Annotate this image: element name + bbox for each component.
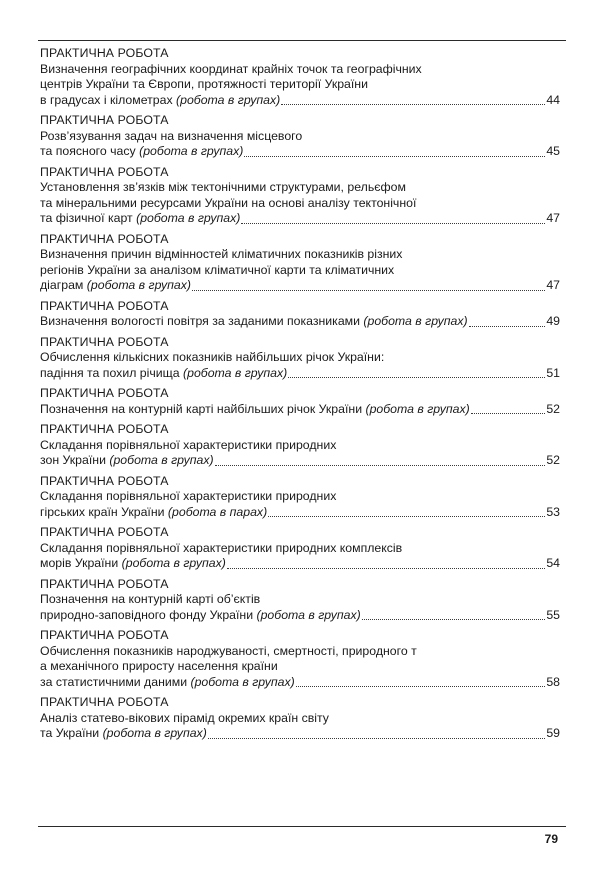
entry-title-line: Складання порівняльної характеристики природних	[40, 489, 337, 503]
dot-leader	[244, 156, 545, 157]
toc-entry	[40, 113, 560, 160]
entry-title-line: Обчислення кількісних показників найбільших річок України:	[40, 350, 385, 364]
entry-title-line-last	[40, 211, 560, 227]
entry-page-number: 47	[546, 211, 560, 225]
dot-leader	[471, 413, 546, 414]
toc-entry	[40, 525, 560, 572]
entry-title-line-last	[40, 726, 560, 742]
entry-title-line: Позначення на контурній карті об’єктів	[40, 592, 261, 606]
entry-title-line: Складання порівняльної характеристики природних	[40, 437, 337, 452]
entry-work-type: (робота в групах)	[86, 278, 192, 292]
toc-entry	[40, 474, 560, 521]
toc-entry	[40, 628, 560, 690]
toc-entry	[40, 422, 560, 469]
entry-heading: ПРАКТИЧНА РОБОТА	[40, 298, 169, 313]
entry-heading: ПРАКТИЧНА РОБОТА	[40, 46, 169, 60]
entry-page-number: 52	[546, 453, 560, 467]
entry-title-tail	[40, 556, 226, 572]
toc-entry	[40, 695, 560, 742]
toc-entry	[40, 299, 560, 330]
entry-title-line-last	[40, 453, 560, 469]
entry-heading: ПРАКТИЧНА РОБОТА	[40, 473, 169, 488]
entry-title-text: та поясного часу	[40, 144, 136, 158]
entry-title-line-last	[40, 402, 560, 418]
entry-page-number: 59	[546, 726, 560, 740]
entry-title-line: Визначення причин відмінностей кліматичних показників різних	[40, 247, 403, 261]
entry-title-line-last	[40, 608, 560, 624]
entry-title-tail	[40, 505, 267, 521]
dot-leader	[296, 686, 546, 687]
entry-title-tail	[40, 278, 191, 294]
entry-title-text: падіння та похил річища	[40, 365, 180, 380]
entry-title-text: морів України	[40, 556, 119, 570]
dot-leader	[241, 223, 545, 224]
entry-page-number: 45	[546, 144, 560, 158]
entry-title-line-last	[40, 556, 560, 572]
table-of-contents	[40, 46, 560, 747]
entry-title-line: Складання порівняльної характеристики природних комплексів	[40, 540, 403, 555]
entry-page-number: 55	[546, 607, 560, 622]
dot-leader	[281, 104, 545, 105]
entry-title-text: в градусах і кілометрах	[40, 92, 173, 107]
entry-page-number: 58	[546, 674, 560, 689]
entry-title-line: та мінеральними ресурсами України на основі аналізу тектонічної	[40, 195, 417, 210]
entry-title-text: діаграм	[40, 278, 84, 292]
dot-leader	[268, 516, 545, 517]
bottom-divider	[38, 826, 566, 827]
top-divider	[38, 40, 566, 41]
entry-heading: ПРАКТИЧНА РОБОТА	[40, 113, 169, 127]
entry-page-number: 52	[546, 401, 560, 416]
entry-title-line-last	[40, 278, 560, 294]
entry-title-line-last	[40, 366, 560, 382]
entry-title-tail	[40, 402, 470, 418]
entry-title-text: зон України	[40, 453, 106, 467]
entry-title-tail	[40, 93, 280, 109]
entry-work-type: (робота в групах)	[102, 726, 207, 740]
entry-title-line: Визначення географічних координат крайніх точок та географічних	[40, 61, 422, 76]
entry-heading: ПРАКТИЧНА РОБОТА	[40, 164, 169, 179]
entry-work-type: (робота в парах)	[167, 504, 268, 519]
entry-title-line-last	[40, 93, 560, 109]
entry-work-type: (робота в групах)	[183, 365, 288, 380]
entry-work-type: (робота в групах)	[109, 453, 214, 467]
entry-heading: ПРАКТИЧНА РОБОТА	[40, 576, 169, 591]
dot-leader	[362, 619, 546, 620]
dot-leader	[227, 568, 545, 569]
entry-title-line: регіонів України за аналізом кліматичної карти та кліматичних	[40, 262, 395, 277]
entry-heading: ПРАКТИЧНА РОБОТА	[40, 525, 169, 539]
dot-leader	[288, 377, 545, 378]
entry-title-line: Установлення зв’язків між тектонічними структурами, рельєфом	[40, 180, 406, 194]
entry-page-number: 51	[546, 365, 560, 380]
entry-title-text: гірських країн України	[40, 504, 165, 519]
toc-entry	[40, 577, 560, 624]
entry-title-line-last	[40, 144, 560, 160]
entry-heading: ПРАКТИЧНА РОБОТА	[40, 231, 169, 246]
entry-page-number: 49	[546, 314, 560, 328]
dot-leader	[208, 738, 546, 739]
dot-leader	[469, 326, 546, 327]
entry-title-tail	[40, 366, 287, 382]
entry-title-line-last	[40, 314, 560, 330]
entry-page-number: 54	[546, 556, 560, 570]
entry-work-type: (робота в групах)	[176, 92, 281, 107]
entry-title-line: Розв’язування задач на визначення місцевого	[40, 128, 303, 143]
entry-heading: ПРАКТИЧНА РОБОТА	[40, 334, 169, 349]
entry-work-type: (робота в групах)	[365, 401, 470, 416]
entry-title-line: Обчислення показників народжуваності, смертності, природного т	[40, 643, 417, 658]
entry-title-text: природно-заповідного фонду України	[40, 607, 254, 622]
entry-title-tail	[40, 211, 240, 227]
entry-work-type: (робота в групах)	[136, 211, 241, 225]
entry-title-tail	[40, 144, 243, 160]
entry-work-type: (робота в групах)	[363, 314, 468, 328]
entry-page-number: 53	[546, 504, 560, 519]
entry-work-type: (робота в групах)	[121, 556, 226, 570]
entry-title-tail	[40, 453, 214, 469]
entry-work-type: (робота в групах)	[139, 144, 244, 158]
toc-entry	[40, 386, 560, 417]
entry-title-tail	[40, 314, 468, 330]
entry-title-tail	[40, 726, 207, 742]
entry-heading: ПРАКТИЧНА РОБОТА	[40, 628, 169, 642]
entry-title-line: а механічного приросту населення країни	[40, 659, 278, 673]
entry-page-number: 47	[546, 278, 560, 292]
entry-page-number: 44	[546, 92, 560, 107]
entry-title-text: за статистичними даними	[40, 674, 188, 689]
entry-title-line-last	[40, 505, 560, 521]
entry-title-tail	[40, 608, 361, 624]
dot-leader	[215, 465, 546, 466]
entry-title-text: та фізичної карт	[40, 211, 133, 225]
entry-heading: ПРАКТИЧНА РОБОТА	[40, 386, 169, 400]
footer-page-number: 79	[544, 832, 558, 846]
entry-work-type: (робота в групах)	[256, 607, 361, 622]
entry-title-line-last	[40, 675, 560, 691]
dot-leader	[192, 290, 545, 291]
toc-entry	[40, 46, 560, 108]
entry-work-type: (робота в групах)	[190, 674, 295, 689]
toc-entry	[40, 165, 560, 227]
toc-entry	[40, 335, 560, 382]
entry-title-tail	[40, 675, 295, 691]
entry-title-text: Визначення вологості повітря за заданими показниками	[40, 314, 360, 328]
entry-title-line: центрів України та Європи, протяжності території України	[40, 77, 368, 91]
entry-title-text: Позначення на контурній карті найбільших річок України	[40, 401, 366, 416]
entry-heading: ПРАКТИЧНА РОБОТА	[40, 695, 169, 709]
toc-entry	[40, 232, 560, 294]
entry-heading: ПРАКТИЧНА РОБОТА	[40, 422, 169, 436]
entry-title-line: Аналіз статево-вікових пірамід окремих країн світу	[40, 710, 329, 725]
entry-title-text: та України	[40, 726, 100, 740]
